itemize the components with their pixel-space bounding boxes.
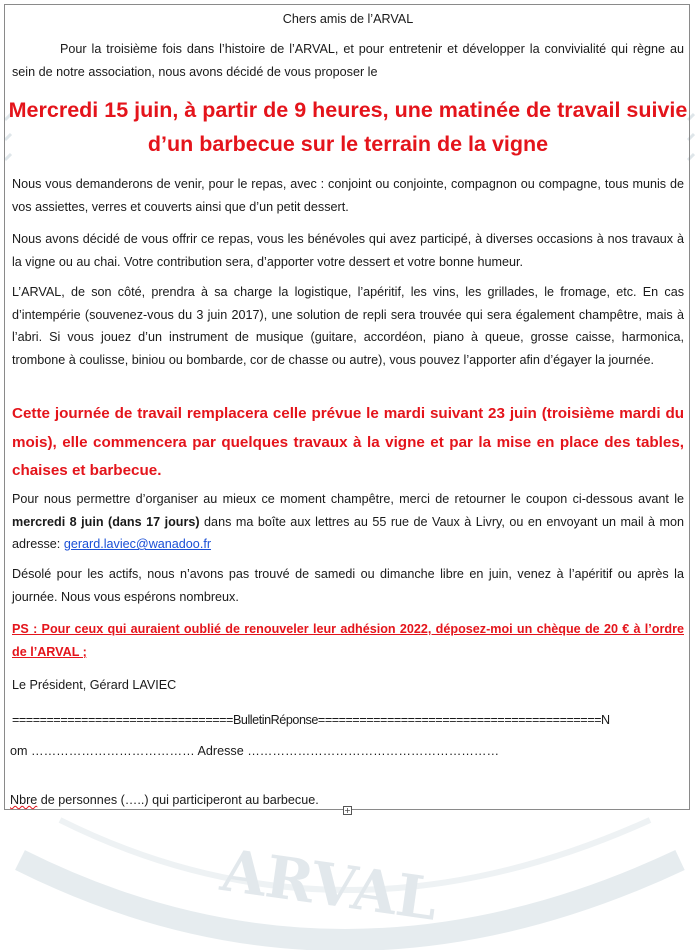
ps-note: PS : Pour ceux qui auraient oublié de renouveler leur adhésion 2022, déposez-moi un chèque de 20 € à l’ordre de l’ARVAL ; — [12, 622, 684, 659]
bulletin-separator: ================================BulletinRéponse=========================================N — [12, 713, 610, 727]
name-address-line: om ………………………………… Adresse …………………………………………………… — [10, 744, 500, 758]
signature: Le Président, Gérard LAVIEC — [12, 678, 177, 692]
people-count-text: de personnes (…..) qui participeront au barbecue. — [37, 793, 319, 807]
work-day-notice: Cette journée de travail remplacera celle prévue le mardi suivant 23 juin (troisième mardi du mois), elle commencera par quelques travaux à la vigne et par la mise en place des tables, chaises et barbecue. — [12, 405, 684, 479]
nbre-word: Nbre — [10, 793, 38, 807]
letter-page — [4, 4, 690, 810]
coupon-text-after: dans ma boîte aux lettres au 55 rue de Vaux à Livry, ou en envoyant un mail à mon adresse: — [12, 514, 684, 551]
email-link[interactable]: gerard.laviec@wanadoo.fr — [63, 537, 212, 551]
logistics-paragraph: L’ARVAL, de son côté, prendra à sa charge la logistique, l’apéritif, les vins, les grillades, le fromage, etc. En cas d’intempérie (souvenez-vous du 3 juin 2017), une solution de repli sera trouvée qui sera également champêtre, mais à l’abri. Si vous jouez d’un instrument de musique (guitare, accordéon, piano à queue, grosse caisse, harmonica, trombone à coulisse, biniou ou bombarde, cor de chasse ou autre), vous pouvez l’apporter afin d’égayer la journée. — [12, 285, 684, 367]
meal-paragraph: Nous vous demanderons de venir, pour le repas, avec : conjoint ou conjointe, compagnon ou compagne, tous munis de vos assiettes, verres et couverts ainsi que d’un petit dessert. — [12, 177, 684, 214]
intro-paragraph: Pour la troisième fois dans l’histoire de l’ARVAL, et pour entretenir et développer la convivialité qui règne au sein de notre association, nous avons décidé de vous proposer le — [12, 42, 684, 79]
table-move-handle[interactable]: + — [344, 806, 351, 815]
coupon-text-before: Pour nous permettre d’organiser au mieux ce moment champêtre, merci de retourner le coupon ci-dessous avant le — [12, 492, 684, 506]
coupon-paragraph — [12, 488, 684, 556]
deadline-date: mercredi 8 juin (dans 17 jours) — [12, 514, 200, 529]
workers-paragraph: Désolé pour les actifs, nous n’avons pas trouvé de samedi ou dimanche libre en juin, venez à l’apéritif ou après la journée. Nous vous espérons nombreux. — [12, 567, 684, 604]
offer-paragraph: Nous avons décidé de vous offrir ce repas, vous les bénévoles qui avez participé, à diverses occasions à nos travaux à la vigne ou au chai. Votre contribution sera, d’apporter votre dessert et votre bonne humeur. — [12, 232, 684, 269]
watermark-text: ARVAL — [216, 836, 442, 934]
salutation: Chers amis de l’ARVAL — [282, 12, 414, 26]
event-headline: Mercredi 15 juin, à partir de 9 heures, une matinée de travail suivie d’un barbecue sur le terrain de la vigne — [8, 98, 688, 156]
